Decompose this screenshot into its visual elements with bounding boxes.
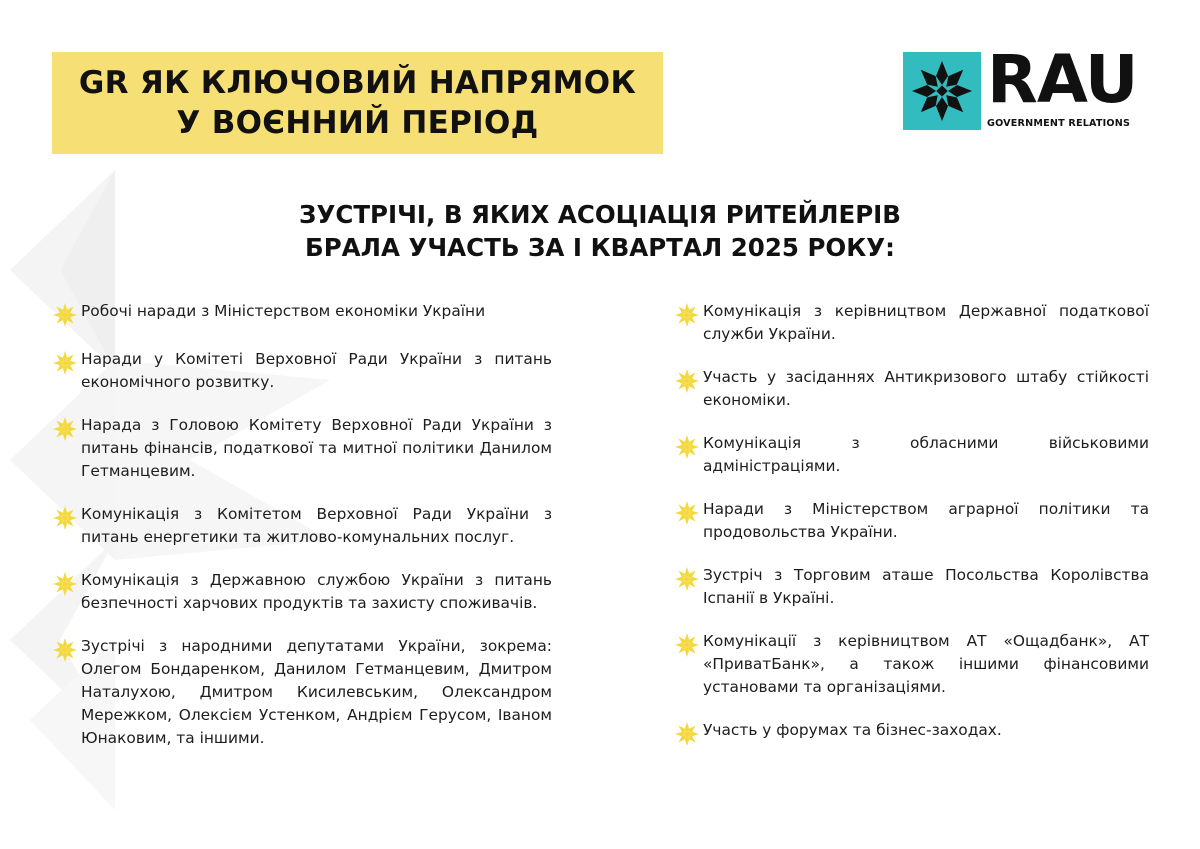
yellow-star-icon	[52, 571, 78, 597]
list-item	[674, 630, 1149, 699]
title-line-2: У ВОЄННИЙ ПЕРІОД	[176, 105, 539, 141]
yellow-star-icon	[674, 434, 700, 460]
list-item	[674, 498, 1149, 544]
list-item-text: Комунікація з Державною службою України з питань безпечності харчових продуктів та захисту споживачів.	[81, 571, 552, 612]
list-item-text: Комунікація з обласними військовими адміністраціями.	[703, 434, 1149, 475]
left-list	[52, 300, 552, 770]
list-item	[674, 366, 1149, 412]
yellow-star-icon	[674, 500, 700, 526]
logo-subtitle: GOVERNMENT RELATIONS	[987, 118, 1131, 129]
section-heading	[240, 198, 960, 264]
section-heading-line-2: БРАЛА УЧАСТЬ ЗА І КВАРТАЛ 2025 РОКУ:	[305, 233, 895, 262]
list-item-text: Участь у засіданнях Антикризового штабу стійкості економіки.	[703, 368, 1149, 409]
title-banner	[52, 52, 663, 154]
yellow-star-icon	[674, 632, 700, 658]
logo-mark	[903, 52, 981, 130]
right-list	[674, 300, 1149, 767]
list-item	[674, 300, 1149, 346]
yellow-star-icon	[52, 416, 78, 442]
yellow-star-icon	[674, 566, 700, 592]
yellow-star-icon	[52, 302, 78, 328]
yellow-star-icon	[674, 368, 700, 394]
list-item	[52, 414, 552, 483]
yellow-star-icon	[52, 350, 78, 376]
list-item	[52, 503, 552, 549]
list-item-text: Нарада з Головою Комітету Верховної Ради України з питань фінансів, податкової та митної політики Данилом Гетманцевим.	[81, 416, 552, 480]
list-item-text: Наради з Міністерством аграрної політики та продовольства України.	[703, 500, 1149, 541]
list-item	[674, 719, 1149, 747]
logo-wordmark: RAU	[987, 41, 1138, 118]
yellow-star-icon	[674, 721, 700, 747]
list-item	[674, 432, 1149, 478]
ornament-star-icon	[903, 52, 981, 130]
list-item	[52, 635, 552, 750]
yellow-star-icon	[52, 637, 78, 663]
rau-logo	[903, 41, 1149, 130]
list-item-text: Наради у Комітеті Верховної Ради України з питань економічного розвитку.	[81, 350, 552, 391]
yellow-star-icon	[674, 302, 700, 328]
title-line-1: GR ЯК КЛЮЧОВИЙ НАПРЯМОК	[78, 65, 637, 101]
list-item	[674, 564, 1149, 610]
list-item-text: Комунікація з керівництвом Державної податкової служби України.	[703, 302, 1149, 343]
list-item	[52, 348, 552, 394]
list-item-text: Комунікації з керівництвом АТ «Ощадбанк», АТ «ПриватБанк», а також іншими фінансовими установами та організаціями.	[703, 632, 1149, 696]
yellow-star-icon	[52, 505, 78, 531]
section-heading-line-1: ЗУСТРІЧІ, В ЯКИХ АСОЦІАЦІЯ РИТЕЙЛЕРІВ	[299, 200, 901, 229]
list-item	[52, 569, 552, 615]
list-item-text: Зустрічі з народними депутатами України, зокрема: Олегом Бондаренком, Данилом Гетманцевим, Дмитром Наталухою, Дмитром Кисилевським, Олександром Мережком, Олексієм Устенком, Андрієм Герусом, Іваном Юнаковим, та іншими.	[81, 637, 552, 747]
list-item-text: Робочі наради з Міністерством економіки України	[81, 302, 486, 320]
list-item-text: Участь у форумах та бізнес-заходах.	[703, 721, 1002, 739]
list-item-text: Комунікація з Комітетом Верховної Ради України з питань енергетики та житлово-комунальних послуг.	[81, 505, 552, 546]
list-item-text: Зустріч з Торговим аташе Посольства Королівства Іспанії в Україні.	[703, 566, 1149, 607]
list-item	[52, 300, 552, 328]
